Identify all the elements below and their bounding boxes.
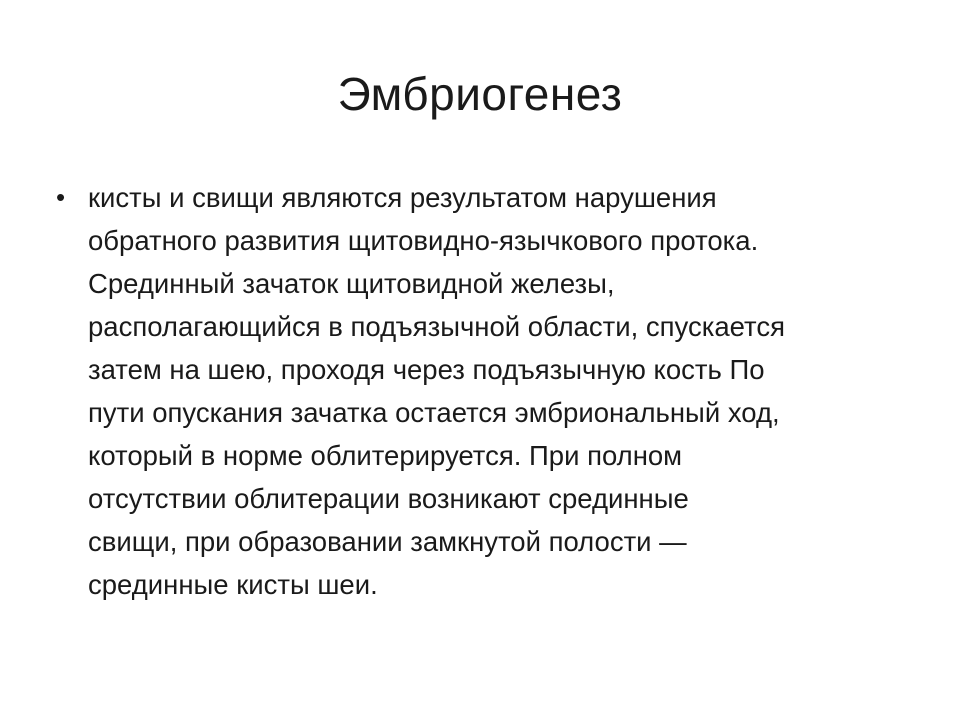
bullet-icon: •	[56, 182, 66, 212]
slide-body	[56, 176, 916, 606]
bullet-line-3: Срединный зачаток щитовидной железы,	[88, 268, 615, 299]
bullet-line-9: свищи, при образовании замкнутой полости —	[88, 526, 687, 557]
bullet-item	[56, 176, 916, 606]
bullet-line-7: который в норме облитерируется. При полном	[88, 440, 683, 471]
bullet-line-6: пути опускания зачатка остается эмбриональный ход,	[88, 397, 780, 428]
bullet-line-10: срединные кисты шеи.	[88, 569, 378, 600]
bullet-text	[88, 176, 785, 606]
bullet-line-2: обратного развития щитовидно-язычкового протока.	[88, 225, 759, 256]
bullet-line-1: кисты и свищи являются результатом нарушения	[88, 182, 717, 213]
bullet-line-8: отсутствии облитерации возникают срединные	[88, 483, 689, 514]
bullet-line-5: затем на шею, проходя через подъязычную кость По	[88, 354, 765, 385]
bullet-line-4: располагающийся в подъязычной области, спускается	[88, 311, 785, 342]
slide-title: Эмбриогенез	[337, 68, 623, 120]
